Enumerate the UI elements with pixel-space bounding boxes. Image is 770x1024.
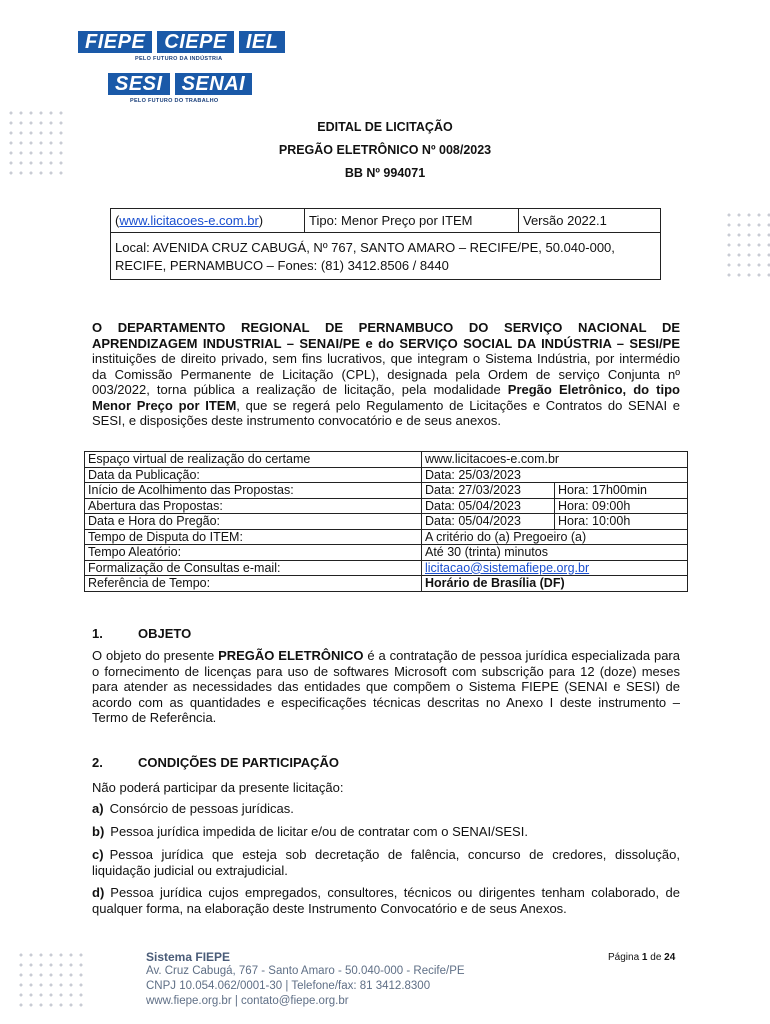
list-item: a) Consórcio de pessoas jurídicas. [92, 801, 294, 816]
sesi-logo: SESI [108, 73, 170, 95]
section-objeto-text: O objeto do presente PREGÃO ELETRÔNICO é a contratação de pessoa jurídica especializada para o fornecimento de licenças para uso de softwares Microsoft com subscrição para 12 (doze) meses para atender as necessidades das entidades que compõem o Sistema FIEPE (SENAI e SESI) de acordo com as quantidades e especificações técnicas descritas no Anexo I deste instrumento – Termo de Referência. [92, 648, 680, 725]
footer-contact: CNPJ 10.054.062/0001-30 | Telefone/fax: 81 3412.8300 [146, 980, 431, 992]
logo-tagline-bottom: PELO FUTURO DO TRABALHO [130, 98, 219, 104]
document-title: EDITAL DE LICITAÇÃO [317, 120, 453, 134]
email-link[interactable]: licitacao@sistemafiepe.org.br [425, 560, 590, 575]
footer-org: Sistema FIEPE [146, 950, 231, 964]
section-heading-objeto: 1. OBJETO [92, 626, 192, 641]
info-table [110, 208, 661, 280]
section-heading-participacao: 2. CONDIÇÕES DE PARTICIPAÇÃO [92, 755, 340, 770]
table-row: Referência de Tempo: Horário de Brasília (DF) [85, 576, 688, 592]
logo-tagline-top: PELO FUTURO DA INDÚSTRIA [135, 56, 223, 62]
list-item: c) Pessoa jurídica que esteja sob decretação de falência, concurso de credores, dissolução, liquidação judicial ou extrajudicial. [92, 847, 680, 878]
decorative-dots [724, 210, 770, 280]
decorative-dots [16, 950, 86, 1010]
versao-cell: Versão 2022.1 [519, 209, 661, 233]
site-cell: (www.licitacoes-e.com.br) [111, 209, 305, 233]
tipo-cell: Tipo: Menor Preço por ITEM [305, 209, 519, 233]
intro-paragraph: O DEPARTAMENTO REGIONAL DE PERNAMBUCO DO SERVIÇO NACIONAL DE APRENDIZAGEM INDUSTRIAL – SENAI/PE e do SERVIÇO SOCIAL DA INDÚSTRIA – SESI/PE instituições de direito privado, sem fins lucrativos, que integram o Sistema Indústria, por intermédio da Comissão Permanente de Licitação (CPL), designada pela Ordem de serviço Conjunta nº 003/2022, torna pública a realização de licitação, pela modalidade Pregão Eletrônico, do tipo Menor Preço por ITEM, que se regerá pelo Regulamento de Licitações e Contratos do SENAI e SESI, e disposições deste instrumento convocatório e de seus anexos. [92, 320, 681, 428]
section-participacao-intro: Não poderá participar da presente licitação: [92, 780, 344, 795]
table-row: Tempo de Disputa do ITEM: A critério do (a) Pregoeiro (a) [85, 529, 688, 545]
list-item: d) Pessoa jurídica cujos empregados, consultores, técnicos ou dirigentes tenham colaborado, de qualquer forma, na elaboração deste Instrumento Convocatório e de seus Anexos. [92, 885, 680, 916]
iel-logo: IEL [239, 31, 286, 53]
document-reference: BB Nº 994071 [344, 166, 426, 180]
logo-row-top [78, 31, 285, 53]
table-row: Início de Acolhimento das Propostas: Data: 27/03/2023 Hora: 17h00min [85, 483, 688, 499]
table-row: Data da Publicação: Data: 25/03/2023 [85, 467, 688, 483]
footer-web: www.fiepe.org.br | contato@fiepe.org.br [146, 995, 349, 1007]
senai-logo: SENAI [175, 73, 253, 95]
table-row: Data e Hora do Pregão: Data: 05/04/2023 Hora: 10:00h [85, 514, 688, 530]
table-row: Tempo Aleatório: Até 30 (trinta) minutos [85, 545, 688, 561]
page-number: Página 1 de 24 [608, 952, 676, 963]
footer-address: Av. Cruz Cabugá, 767 - Santo Amaro - 50.040-000 - Recife/PE [146, 965, 465, 977]
list-item: b) Pessoa jurídica impedida de licitar e/ou de contratar com o SENAI/SESI. [92, 824, 528, 839]
site-link[interactable]: www.licitacoes-e.com.br [119, 213, 259, 228]
schedule-table [84, 451, 688, 592]
fiepe-logo: FIEPE [78, 31, 152, 53]
logo-row-bottom [108, 73, 252, 95]
local-cell: Local: AVENIDA CRUZ CABUGÁ, Nº 767, SANTO AMARO – RECIFE/PE, 50.040-000, RECIFE, PERNAMBUCO – Fones: (81) 3412.8506 / 8440 [111, 233, 661, 280]
intro-bold: O DEPARTAMENTO REGIONAL DE PERNAMBUCO DO SERVIÇO NACIONAL DE APRENDIZAGEM INDUSTRIAL – SENAI/PE e do SERVIÇO SOCIAL DA INDÚSTRIA – SESI/PE [92, 320, 680, 351]
table-row: Formalização de Consultas e-mail: licitacao@sistemafiepe.org.br [85, 560, 688, 576]
document-subtitle: PREGÃO ELETRÔNICO Nº 008/2023 [278, 143, 492, 157]
table-row: Espaço virtual de realização do certame www.licitacoes-e.com.br [85, 452, 688, 468]
table-row: Abertura das Propostas: Data: 05/04/2023 Hora: 09:00h [85, 498, 688, 514]
ciepe-logo: CIEPE [157, 31, 234, 53]
